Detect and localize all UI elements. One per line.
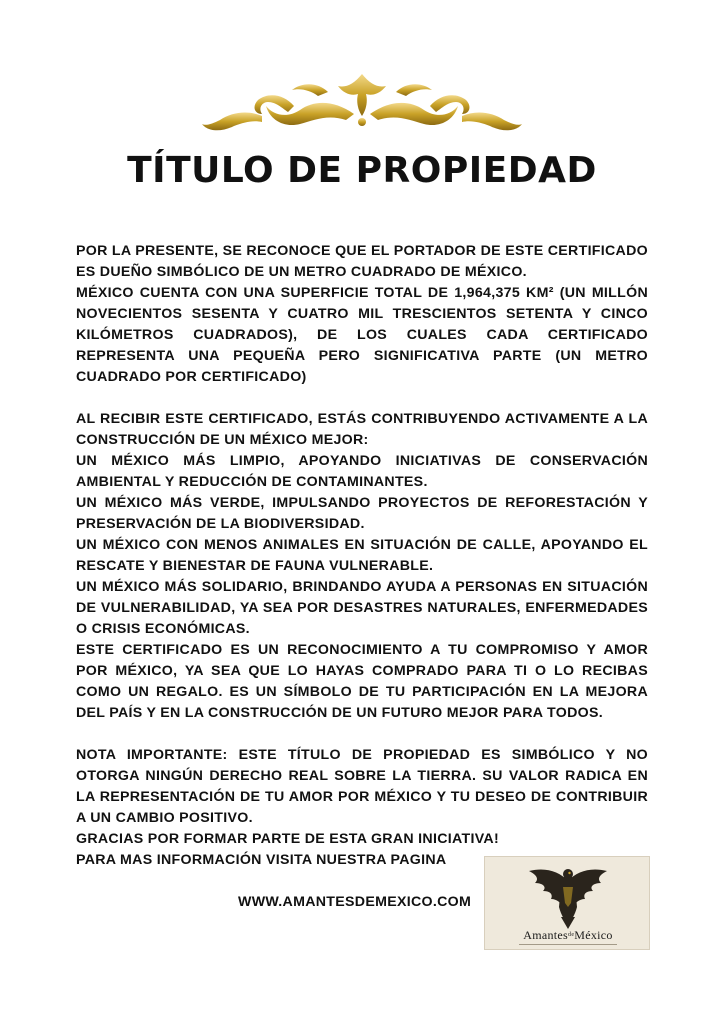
logo-divider <box>519 944 617 945</box>
logo-name-connector: de <box>568 932 575 938</box>
paragraph-more-info: PARA MAS INFORMACIÓN VISITA NUESTRA PAGINA <box>76 852 447 868</box>
logo-name-part2: México <box>574 928 613 942</box>
paragraph-animals: UN MÉXICO CON MENOS ANIMALES EN SITUACIÓN DE CALLE, APOYANDO EL RESCATE Y BIENESTAR DE FAUNA VULNERABLE. <box>76 537 648 574</box>
paragraph-solidarity: UN MÉXICO MÁS SOLIDARIO, BRINDANDO AYUDA A PERSONAS EN SITUACIÓN DE VULNERABILIDAD, YA SEA POR DESASTRES NATURALES, ENFERMEDADES O CRISIS ECONÓMICAS. <box>76 579 648 637</box>
paragraph-thanks: GRACIAS POR FORMAR PARTE DE ESTA GRAN INICIATIVA! <box>76 831 499 847</box>
paragraph-important-note: NOTA IMPORTANTE: ESTE TÍTULO DE PROPIEDAD ES SIMBÓLICO Y NO OTORGA NINGÚN DERECHO REAL SOBRE LA TIERRA. SU VALOR RADICA EN LA REPRESENTACIÓN DE TU AMOR POR MÉXICO Y TU DESEO DE CONTRIBUIR A UN CAMBIO POSITIVO. <box>76 747 648 826</box>
paragraph-intro: POR LA PRESENTE, SE RECONOCE QUE EL PORTADOR DE ESTE CERTIFICADO ES DUEÑO SIMBÓLICO DE UN METRO CUADRADO DE MÉXICO. <box>76 243 648 280</box>
paragraph-cleaner: UN MÉXICO MÁS LIMPIO, APOYANDO INICIATIVAS DE CONSERVACIÓN AMBIENTAL Y REDUCCIÓN DE CONTAMINANTES. <box>76 453 648 490</box>
paragraph-contribution: AL RECIBIR ESTE CERTIFICADO, ESTÁS CONTRIBUYENDO ACTIVAMENTE A LA CONSTRUCCIÓN DE UN MÉXICO MEJOR: <box>76 411 648 448</box>
certificate-body <box>76 241 648 871</box>
logo-name-part1: Amantes <box>523 928 569 942</box>
page-title: TÍTULO DE PROPIEDAD <box>127 150 597 191</box>
brand-logo <box>484 856 650 950</box>
website-link[interactable]: WWW.AMANTESDEMEXICO.COM <box>238 894 472 910</box>
eagle-icon <box>523 863 613 931</box>
paragraph-greener: UN MÉXICO MÁS VERDE, IMPULSANDO PROYECTOS DE REFORESTACIÓN Y PRESERVACIÓN DE LA BIODIVERSIDAD. <box>76 495 648 532</box>
logo-text <box>485 928 651 943</box>
gold-flourish-icon <box>200 70 524 134</box>
paragraph-surface: MÉXICO CUENTA CON UNA SUPERFICIE TOTAL DE 1,964,375 KM² (UN MILLÓN NOVECIENTOS SESENTA Y CUATRO MIL TRESCIENTOS SETENTA Y CINCO KILÓMETROS CUADRADOS), DE LOS CUALES CADA CERTIFICADO REPRESENTA UNA PEQUEÑA PERO SIGNIFICATIVA PARTE (UN METRO CUADRADO POR CERTIFICADO) <box>76 285 648 385</box>
paragraph-recognition: ESTE CERTIFICADO ES UN RECONOCIMIENTO A TU COMPROMISO Y AMOR POR MÉXICO, YA SEA QUE LO HAYAS COMPRADO PARA TI O LO RECIBAS COMO UN REGALO. ES UN SÍMBOLO DE TU PARTICIPACIÓN EN LA MEJORA DEL PAÍS Y EN LA CONSTRUCCIÓN DE UN FUTURO MEJOR PARA TODOS. <box>76 642 648 721</box>
